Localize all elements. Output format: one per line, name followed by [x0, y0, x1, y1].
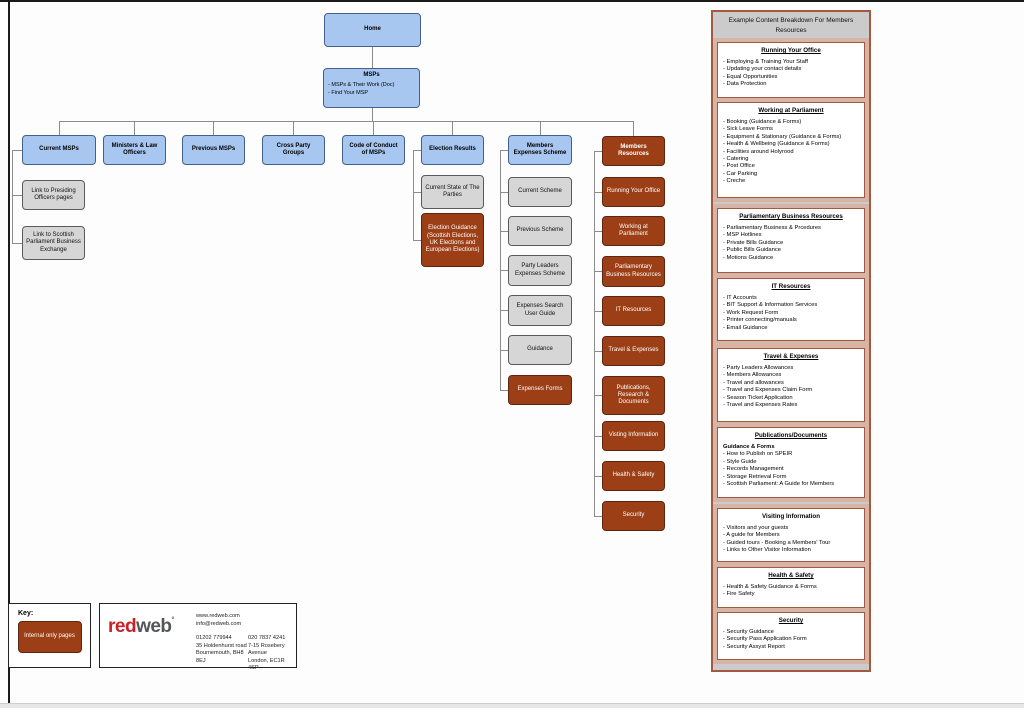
node-current-msps	[22, 135, 96, 165]
node-label: Cross Party Groups	[276, 142, 311, 156]
node-label: Current State of The Parties	[425, 184, 480, 198]
list-item: - Printer connecting/manuals	[723, 317, 797, 324]
list-item: - Records Management	[723, 466, 784, 473]
vendor-office-london	[248, 635, 296, 673]
page-left-border	[8, 0, 10, 704]
list-item: - Motions Guidance	[723, 254, 774, 261]
node-security	[602, 501, 665, 531]
node-travel-expenses	[602, 336, 665, 366]
connector-line	[594, 151, 602, 152]
node-label: Election Results	[429, 146, 476, 153]
list-item: - Email Guidance	[723, 324, 768, 331]
list-item: - Security Assyst Report	[723, 643, 785, 650]
key-legend	[8, 603, 91, 668]
list-item: - MSP Hotlines	[723, 232, 762, 239]
connector-line	[500, 192, 508, 193]
connector-line	[12, 243, 22, 244]
swatch-label: Internal only pages	[24, 633, 75, 640]
node-label: Travel & Expenses	[608, 347, 659, 354]
section-list	[723, 225, 859, 262]
list-item: - BIT Support & Information Services	[723, 302, 818, 309]
node-label: Running Your Office	[606, 188, 661, 195]
connector-line	[594, 476, 602, 477]
vendor-email: info@redweb.com	[196, 620, 242, 627]
list-item: - Security Guidance	[723, 629, 774, 635]
connector-line	[59, 121, 60, 135]
page-top-border	[0, 0, 1024, 2]
node-label: Expenses Search User Guide	[516, 303, 564, 317]
connector-line	[452, 121, 453, 135]
connector-line	[12, 195, 22, 196]
list-item: - Guided tours - Booking a Members' Tour	[723, 539, 831, 546]
panel-section-publications-documents	[717, 427, 865, 498]
node-current-scheme	[508, 177, 572, 207]
node-label: Party Leaders Expenses Scheme	[514, 263, 566, 277]
list-item: - Travel and Expenses Claim Form	[723, 387, 813, 394]
node-label: Health & Safety	[612, 472, 655, 479]
connector-line	[594, 395, 602, 396]
node-members-expenses-scheme	[508, 135, 572, 165]
list-item: - Equal Opportunities	[723, 73, 778, 80]
list-item: - Employing & Training Your Staff	[723, 59, 808, 65]
node-visiting-information	[602, 421, 665, 451]
list-item: - A guide for Members	[723, 532, 780, 539]
connector-line	[59, 121, 634, 122]
logo-red-text: red	[108, 616, 137, 637]
list-item: - Health & Safety Guidance & Forms	[723, 584, 817, 590]
node-parliamentary-business-resources	[602, 256, 665, 287]
section-heading: Visiting Information	[762, 513, 820, 520]
node-health-safety	[602, 461, 665, 491]
node-label: Current MSPs	[39, 146, 79, 153]
node-label: Current Scheme	[518, 188, 562, 195]
list-item: - Travel and Expenses Rates	[723, 402, 798, 409]
section-list	[723, 119, 859, 186]
node-code-of-conduct	[342, 135, 405, 165]
node-label: Election Guidance (Scottish Elections, UK Elections and European Elections)	[425, 225, 480, 254]
msps-sub-items	[328, 82, 415, 97]
redweb-card	[99, 603, 297, 672]
connector-line	[594, 311, 602, 312]
list-item: - Work Request Form	[723, 309, 779, 316]
connector-line	[413, 192, 421, 193]
list-item: - Post Office	[723, 163, 755, 170]
list-item: - Data Protection	[723, 81, 767, 88]
vendor-address-line: 7-15 Rosebery	[248, 642, 285, 649]
section-heading: Travel & Expenses	[763, 353, 819, 360]
list-item: - Catering	[723, 156, 749, 163]
section-list	[723, 365, 859, 409]
list-item: - Public Bills Guidance	[723, 247, 781, 254]
list-item: - Travel and allowances	[723, 379, 784, 386]
node-ministers-law-officers	[103, 135, 166, 165]
node-label: Members Expenses Scheme	[513, 142, 567, 156]
list-item: - IT Accounts	[723, 295, 757, 301]
list-item: - MSPs & Their Work (Doc)	[328, 82, 395, 89]
connector-line	[500, 390, 508, 391]
list-item: - Party Leaders Allowances	[723, 365, 794, 371]
list-item: - Car Parking	[723, 170, 758, 177]
panel-section-it-resources	[717, 278, 865, 341]
section-list	[723, 584, 859, 599]
node-label: Visting Information	[608, 432, 659, 439]
list-item: - Members Allowances	[723, 372, 782, 379]
connector-line	[213, 121, 214, 135]
node-msps	[323, 68, 420, 108]
node-link-business-exchange	[22, 226, 85, 260]
connector-line	[500, 270, 508, 271]
node-label: Working at Parliament	[619, 223, 648, 237]
node-cross-party-groups	[262, 135, 325, 165]
connector-line	[633, 121, 634, 136]
node-publications-research-documents	[602, 376, 665, 415]
node-previous-scheme	[508, 216, 572, 246]
connector-line	[413, 240, 421, 241]
node-working-at-parliament	[602, 216, 665, 246]
section-heading: Publications/Documents	[754, 432, 828, 439]
list-item: - Sick Leave Forms	[723, 126, 773, 133]
redweb-logo	[100, 604, 196, 667]
vendor-phone: 020 7837 4241	[248, 635, 286, 642]
list-item: - Visitors and your guests	[723, 525, 789, 531]
vendor-contact	[196, 604, 296, 672]
connector-line	[500, 231, 508, 232]
section-list	[723, 59, 859, 89]
list-item: - Updating your contact details	[723, 66, 802, 73]
node-current-state-parties	[421, 175, 484, 209]
connector-line	[12, 150, 13, 243]
node-members-resources	[602, 136, 665, 166]
connector-line	[500, 310, 508, 311]
node-party-leaders-expenses	[508, 255, 572, 286]
connector-line	[594, 231, 602, 232]
section-list	[723, 295, 859, 332]
vendor-address-line: 35 Holdenhurst road	[196, 642, 247, 649]
logo-mark: °	[171, 617, 174, 624]
node-label: Security	[622, 512, 645, 519]
node-running-your-office	[602, 177, 665, 207]
section-heading: Working at Parliament	[758, 107, 824, 114]
list-item: - Security Pass Application Form	[723, 636, 807, 643]
connector-line	[372, 47, 373, 68]
connector-line	[134, 121, 135, 135]
connector-line	[594, 271, 602, 272]
list-item: - Fire Safety	[723, 591, 755, 598]
panel-section-parliamentary-business	[717, 208, 865, 273]
section-subheading: Guidance & Forms	[723, 444, 775, 450]
node-label: Home	[364, 26, 381, 33]
node-election-results	[421, 135, 484, 165]
node-label: Previous Scheme	[516, 227, 564, 234]
section-heading: IT Resources	[771, 283, 811, 290]
node-label: Code of Conduct of MSPs	[349, 142, 398, 156]
node-link-presiding-officers	[22, 180, 85, 210]
connector-line	[372, 107, 373, 121]
node-label: Link to Scottish Parliament Business Exchange	[26, 232, 81, 253]
node-label: MSPs	[363, 72, 380, 78]
content-breakdown-panel	[711, 10, 871, 672]
node-label: Parliamentary Business Resources	[606, 264, 661, 278]
section-heading: Parliamentary Business Resources	[739, 213, 843, 220]
node-label: Link to Presiding Officers pages	[31, 187, 76, 201]
section-list	[723, 451, 859, 488]
list-item: - Private Bills Guidance	[723, 239, 784, 246]
list-item: - Equipment & Stationary (Guidance & Forms)	[723, 133, 842, 140]
vendor-address-line: Bournemouth, BH8	[196, 650, 244, 657]
node-label: IT Resources	[615, 307, 652, 314]
node-expenses-forms	[508, 375, 572, 405]
connector-line	[594, 351, 602, 352]
connector-line	[540, 121, 541, 135]
vendor-phone: 01202 779944	[196, 635, 232, 642]
list-item: - Health & Wellbeing (Guidance & Forms)	[723, 141, 830, 148]
logo-web-text: web	[136, 616, 172, 637]
panel-section-working-at-parliament	[717, 102, 865, 198]
node-label: Publications, Research & Documents	[616, 384, 651, 406]
node-election-guidance	[421, 213, 484, 267]
connector-line	[594, 436, 602, 437]
panel-section-visiting-information	[717, 508, 865, 562]
node-label: Previous MSPs	[191, 146, 236, 153]
connector-line	[413, 150, 414, 240]
connector-line	[12, 150, 22, 151]
list-item: - Scottish Parliament: A Guide for Members	[723, 481, 835, 488]
list-item: - Parliamentary Business & Prcedures	[723, 225, 821, 231]
connector-line	[373, 121, 374, 135]
page-bottom-strip	[0, 703, 1024, 708]
node-expenses-search-guide	[508, 295, 572, 326]
key-label: Key:	[18, 610, 34, 617]
list-item: - Style Guide	[723, 458, 757, 465]
list-item: - Find Your MSP	[328, 89, 369, 96]
node-label: Guidance	[527, 346, 553, 353]
node-home	[324, 13, 421, 47]
panel-section-travel-expenses	[717, 348, 865, 422]
connector-line	[594, 516, 602, 517]
connector-line	[500, 150, 508, 151]
node-previous-msps	[182, 135, 245, 165]
node-guidance	[508, 335, 572, 365]
vendor-address-line: Avenue	[248, 650, 267, 657]
list-item: - Facilities around Holyrood	[723, 148, 794, 155]
list-item: - How to Publish on SPEIR	[723, 451, 793, 458]
section-list	[723, 629, 859, 651]
section-heading: Security	[778, 617, 804, 624]
panel-section-health-safety	[717, 567, 865, 608]
list-item: - Season Ticket Application	[723, 394, 793, 401]
panel-section-security	[717, 612, 865, 660]
vendor-website: www.redweb.com	[196, 613, 240, 619]
panel-title: Example Content Breakdown For Members Resources	[728, 17, 854, 34]
connector-line	[413, 150, 421, 151]
vendor-office-bournemouth	[196, 635, 248, 673]
node-label: Members Resources	[618, 143, 649, 157]
vendor-address-line: London, EC1R 4SP	[248, 657, 285, 672]
section-heading: Health & Safety	[768, 572, 814, 579]
node-label: Ministers & Law Officers	[111, 142, 158, 156]
panel-section-running-your-office	[717, 42, 865, 98]
list-item: - Booking (Guidance & Forms)	[723, 119, 802, 125]
section-list	[723, 525, 859, 555]
connector-line	[594, 192, 602, 193]
vendor-address-line: 8EJ	[196, 657, 206, 664]
section-heading: Running Your Office	[761, 47, 821, 54]
connector-line	[500, 350, 508, 351]
connector-line	[594, 151, 595, 516]
node-label: Expenses Forms	[517, 386, 563, 393]
node-it-resources	[602, 296, 665, 326]
list-item: - Storage Retrieval Form	[723, 473, 787, 480]
list-item: - Creche	[723, 178, 746, 185]
connector-line	[293, 121, 294, 135]
list-item: - Links to Other Visitor Information	[723, 547, 811, 554]
internal-only-swatch	[18, 621, 82, 653]
